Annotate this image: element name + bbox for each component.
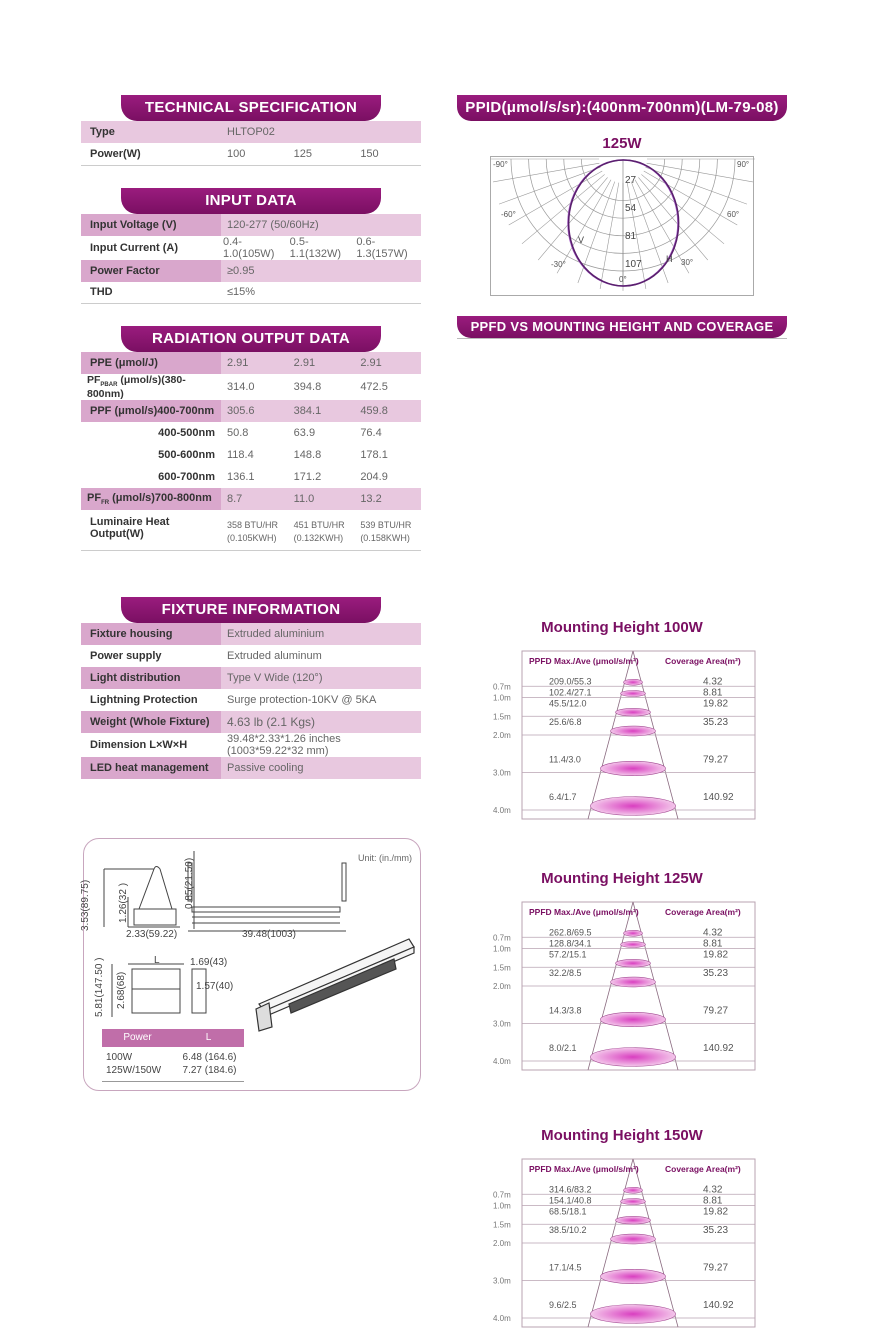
unit-label: Unit: (in./mm) (358, 853, 412, 863)
ppfd-value: 9.6/2.5 (549, 1300, 577, 1310)
ppfd-value: 17.1/4.5 (549, 1262, 582, 1273)
light-footprint (621, 1199, 646, 1205)
row-value: 11.0 (288, 488, 355, 510)
curve-label: H (666, 254, 673, 264)
coverage-area-value: 35.23 (703, 968, 729, 979)
ppfd-diagram (457, 901, 787, 1081)
area-column-header: Coverage Area(m²) (665, 1164, 741, 1174)
row-label: PPE (μmol/J) (81, 352, 221, 374)
row-value: 50.8 (227, 427, 249, 440)
area-column-header: Coverage Area(m²) (665, 907, 741, 917)
table-row (81, 422, 421, 444)
ppfd-value: 102.4/27.1 (549, 687, 592, 698)
label-sub: PBAR (100, 382, 118, 389)
row-value: 305.6 (221, 400, 288, 422)
left-column (81, 95, 421, 779)
ppfd-header: PPFD VS MOUNTING HEIGHT AND COVERAGE AREA (457, 316, 787, 338)
coverage-area-value: 8.81 (703, 687, 723, 699)
table-row (81, 444, 421, 466)
power-table-header (102, 1029, 244, 1047)
fixture-perspective (256, 939, 414, 1031)
light-footprint (616, 1216, 651, 1224)
radial-tick-label: 27 (625, 175, 637, 186)
ppfd-value: 14.3/3.8 (549, 1005, 582, 1016)
row-label: Light distribution (81, 667, 221, 689)
ppfd-column-header: PPFD Max./Ave (μmol/s/m²) (529, 907, 639, 917)
coverage-area-value: 4.32 (703, 676, 723, 688)
row-value: 171.2 (293, 471, 322, 484)
light-footprint (611, 1234, 656, 1244)
polar-chart-svg (491, 157, 755, 297)
dim-length: 39.48(1003) (242, 929, 296, 940)
ppfd-value: 38.5/10.2 (549, 1225, 587, 1235)
row-value (354, 510, 421, 550)
height-label: 0.7m (493, 682, 511, 692)
table-row (81, 121, 421, 143)
height-label: 1.0m (493, 944, 511, 954)
row-value: 178.1 (360, 449, 388, 462)
light-footprint (590, 1305, 675, 1324)
coverage-area-value: 8.81 (703, 938, 723, 950)
mounting-height-title: Mounting Height 100W (541, 619, 703, 636)
heat-btu: 358 BTU/HR (227, 519, 279, 530)
row-value: 76.4 (360, 427, 382, 440)
row-label: Weight (Whole Fixture) (81, 711, 221, 733)
height-label: 4.0m (493, 1314, 511, 1323)
light-footprint (621, 691, 646, 697)
header-l: L (205, 1032, 212, 1043)
row-label: Type (81, 121, 221, 143)
row-label (81, 374, 221, 400)
dim-height-body: 1.26(32 ) (118, 882, 129, 923)
row-value: 120-277 (50/60Hz) (221, 214, 421, 236)
height-label: 1.5m (493, 963, 511, 973)
table-row (81, 645, 421, 667)
height-label: 1.0m (493, 1201, 511, 1211)
length-value: 6.48 (164.6) (182, 1052, 237, 1063)
ppfd-diagram (457, 1158, 787, 1338)
mounting-height-block (457, 619, 787, 835)
mounting-height-title: Mounting Height 150W (541, 1127, 703, 1144)
side-view (188, 851, 346, 931)
row-label: Lightning Protection (90, 693, 198, 706)
angle-label: 30° (681, 258, 694, 267)
coverage-area-value: 79.27 (703, 754, 729, 766)
table-row (81, 374, 421, 400)
ppfd-value: 8.0/2.1 (549, 1043, 577, 1053)
table-row (81, 623, 421, 645)
technical-specification-header: TECHNICAL SPECIFICATION (121, 95, 381, 121)
light-footprint (624, 1187, 643, 1193)
coverage-area-value: 79.27 (703, 1005, 729, 1017)
label-rest: (μmol/s)700-800nm (109, 492, 212, 504)
coverage-area-value: 8.81 (703, 1195, 723, 1207)
row-value: 8.7 (221, 488, 288, 510)
ppfd-value: 209.0/55.3 (549, 676, 592, 687)
dim-driver-height: 5.81(147.50 ) (94, 957, 105, 1017)
row-value: 314.0 (227, 381, 255, 394)
heat-kwh: (0.132KWH) (293, 532, 344, 543)
ppfd-value: 68.5/18.1 (549, 1206, 587, 1217)
light-footprint (616, 708, 651, 716)
light-footprint (600, 1269, 665, 1283)
row-value: Passive cooling (221, 757, 421, 779)
height-label: 4.0m (493, 1057, 511, 1066)
row-value: 472.5 (360, 381, 388, 394)
height-label: 1.5m (493, 712, 511, 722)
light-footprint (600, 1012, 665, 1026)
ppid-header: PPID(μmol/s/sr):(400nm-700nm)(LM-79-08) (457, 95, 787, 121)
coverage-area-value: 19.82 (703, 698, 729, 710)
ppfd-value: 154.1/40.8 (549, 1195, 592, 1206)
height-label: 2.0m (493, 1239, 511, 1248)
height-label: 2.0m (493, 731, 511, 740)
row-label: 600-700nm (158, 471, 215, 484)
row-label: Luminaire Heat Output(W) (81, 510, 221, 550)
row-label: Power supply (90, 649, 162, 662)
dim-width: 2.33(59.22) (126, 929, 178, 940)
row-value: Surge protection-10KV @ 5KA (227, 693, 377, 706)
row-label: LED heat management (81, 757, 221, 779)
dim-hook: 0.85(21.50) (184, 857, 195, 909)
height-label: 0.7m (493, 933, 511, 943)
row-value: 150 (354, 143, 421, 165)
heat-kwh: (0.105KWH) (227, 532, 277, 543)
row-value (288, 510, 355, 550)
mounting-height-block (457, 1127, 787, 1343)
coverage-area-value: 140.92 (703, 792, 734, 803)
radiation-output-table (81, 352, 421, 551)
ppfd-value: 57.2/15.1 (549, 949, 587, 960)
end-view (104, 867, 180, 928)
row-label: Power Factor (81, 260, 221, 282)
height-label: 0.7m (493, 1190, 511, 1200)
row-value: 4.63 lb (2.1 Kgs) (221, 711, 421, 733)
table-row (81, 711, 421, 733)
dimension-drawing (80, 838, 421, 1091)
divider (102, 1081, 244, 1082)
row-label: 400-500nm (158, 427, 215, 440)
light-footprint (590, 1048, 675, 1067)
coverage-area-value: 19.82 (703, 1206, 729, 1218)
row-value: ≤15% (221, 282, 421, 304)
row-label: Input Current (A) (90, 241, 178, 254)
row-value: 100 (221, 143, 288, 165)
angle-label: -60° (501, 210, 516, 219)
ppfd-value: 32.2/8.5 (549, 968, 582, 978)
row-value: 63.9 (293, 427, 316, 440)
height-label: 3.0m (493, 1019, 511, 1029)
ppfd-column-header: PPFD Max./Ave (μmol/s/m²) (529, 1164, 639, 1174)
mounting-height-title: Mounting Height 125W (541, 870, 703, 887)
header-power: Power (123, 1032, 152, 1043)
table-row (102, 1064, 244, 1077)
grid-radial (644, 171, 740, 225)
height-label: 4.0m (493, 806, 511, 815)
dim-height-total: 3.53(89.75) (80, 879, 91, 931)
row-value: Extruded aluminium (221, 623, 421, 645)
coverage-area-value: 4.32 (703, 927, 723, 939)
coverage-area-value: 19.82 (703, 949, 729, 961)
label-main: PF (87, 492, 102, 504)
input-data-header: INPUT DATA (121, 188, 381, 214)
table-row (81, 282, 421, 304)
table-row (81, 733, 421, 757)
row-label: Fixture housing (81, 623, 221, 645)
fixture-information-table (81, 623, 421, 779)
ppfd-value: 6.4/1.7 (549, 792, 577, 802)
row-value: 125 (288, 143, 355, 165)
label-main: PF (87, 374, 101, 386)
radial-tick-label: 81 (625, 231, 637, 242)
light-footprint (616, 959, 651, 967)
grid-radial (522, 174, 605, 243)
dim-driver-l: L (154, 955, 160, 966)
height-label: 1.0m (493, 693, 511, 703)
row-value: 0.4-1.0(105W) (223, 235, 275, 260)
table-row (81, 466, 421, 488)
table-row (81, 689, 421, 711)
label-rest: (μmol/s)(380-800nm) (87, 374, 186, 401)
light-footprint (611, 726, 656, 736)
coverage-area-value: 140.92 (703, 1300, 734, 1311)
table-row (102, 1051, 244, 1064)
row-value: 384.1 (288, 400, 355, 422)
height-label: 3.0m (493, 768, 511, 778)
length-value: 7.27 (184.6) (182, 1065, 237, 1076)
power-value: 125W/150W (106, 1065, 162, 1076)
row-value: HLTOP02 (221, 121, 421, 143)
radial-tick-label: 54 (625, 203, 637, 214)
ppfd-column-header: PPFD Max./Ave (μmol/s/m²) (529, 656, 639, 666)
area-column-header: Coverage Area(m²) (665, 656, 741, 666)
light-footprint (590, 797, 675, 816)
table-row (81, 400, 421, 422)
heat-kwh: (0.158KWH) (360, 532, 410, 543)
light-footprint (624, 679, 643, 685)
right-column (457, 95, 787, 1323)
table-row (81, 667, 421, 689)
table-row (81, 236, 421, 260)
row-value: 39.48*2.33*1.26 inches (1003*59.22*32 mm) (227, 732, 341, 757)
mounting-height-block (457, 870, 787, 1086)
row-value: 2.91 (288, 352, 355, 374)
row-value: 136.1 (227, 471, 255, 484)
row-value: 2.91 (354, 352, 421, 374)
light-footprint (611, 977, 656, 987)
row-value: 148.8 (293, 449, 322, 462)
radial-tick-label: 107 (625, 259, 642, 270)
ppfd-value: 262.8/69.5 (549, 927, 592, 938)
row-label: THD (81, 282, 221, 304)
height-label: 3.0m (493, 1276, 511, 1286)
dim-driver-depth2: 1.57(40) (196, 981, 234, 992)
table-row (81, 352, 421, 374)
ppfd-value: 11.4/3.0 (549, 754, 581, 765)
row-label: PPF (μmol/s)400-700nm (81, 400, 221, 422)
grid-radial (509, 171, 602, 225)
coverage-area-value: 35.23 (703, 717, 729, 728)
radiation-output-header: RADIATION OUTPUT DATA (121, 326, 381, 352)
table-row (81, 510, 421, 550)
power-length-table (102, 1029, 244, 1082)
row-label: 500-600nm (158, 449, 215, 462)
coverage-area-value: 140.92 (703, 1043, 734, 1054)
height-label: 1.5m (493, 1220, 511, 1230)
ppfd-value: 128.8/34.1 (549, 938, 592, 949)
table-row (81, 143, 421, 165)
table-row (81, 260, 421, 282)
coverage-area-value: 35.23 (703, 1225, 729, 1236)
heat-btu: 451 BTU/HR (293, 519, 345, 530)
angle-label: -90° (493, 160, 508, 169)
light-footprint (621, 942, 646, 948)
technical-specification-table (81, 121, 421, 166)
fixture-information-header: FIXTURE INFORMATION (121, 597, 381, 623)
row-value: 204.9 (360, 471, 388, 484)
grid-radial (641, 174, 724, 243)
dim-driver-body: 2.68(68) (116, 971, 127, 1009)
heat-btu: 539 BTU/HR (360, 519, 412, 530)
angle-label: -30° (551, 260, 566, 269)
angle-label: 60° (727, 210, 740, 219)
row-value: ≥0.95 (221, 260, 421, 282)
coverage-area-value: 4.32 (703, 1184, 723, 1196)
table-row (81, 214, 421, 236)
row-value: 118.4 (227, 449, 254, 462)
polar-chart (490, 156, 754, 296)
table-row (81, 757, 421, 779)
row-label: Input Voltage (V) (81, 214, 221, 236)
row-label (81, 488, 221, 510)
row-label: Power(W) (81, 143, 221, 165)
row-value: Type V Wide (120°) (221, 667, 421, 689)
power-value: 100W (106, 1052, 133, 1063)
row-value: 394.8 (293, 381, 322, 394)
coverage-area-value: 79.27 (703, 1262, 729, 1274)
row-value: 0.5-1.1(132W) (289, 235, 342, 260)
ppfd-value: 45.5/12.0 (549, 698, 587, 709)
ppfd-diagram (457, 650, 787, 830)
light-footprint (624, 930, 643, 936)
ppfd-value: 314.6/83.2 (549, 1184, 592, 1195)
table-row (81, 488, 421, 510)
curve-label: V (578, 235, 585, 245)
light-footprint (600, 761, 665, 775)
intensity-curve (569, 160, 679, 286)
input-data-table (81, 214, 421, 305)
row-value (221, 510, 288, 550)
label-sub: FR (101, 500, 110, 507)
row-value: 2.91 (221, 352, 288, 374)
ppfd-value: 25.6/6.8 (549, 717, 582, 727)
row-value: 459.8 (354, 400, 421, 422)
row-value: Extruded aluminum (227, 649, 322, 662)
row-value: 13.2 (354, 488, 421, 510)
angle-label: 0° (619, 275, 627, 284)
polar-chart-title: 125W (602, 135, 642, 152)
height-label: 2.0m (493, 982, 511, 991)
row-label: Dimension L×W×H (90, 738, 188, 751)
dim-driver-depth1: 1.69(43) (190, 957, 228, 968)
angle-label: 90° (737, 160, 750, 169)
row-value: 0.6-1.3(157W) (356, 235, 408, 260)
